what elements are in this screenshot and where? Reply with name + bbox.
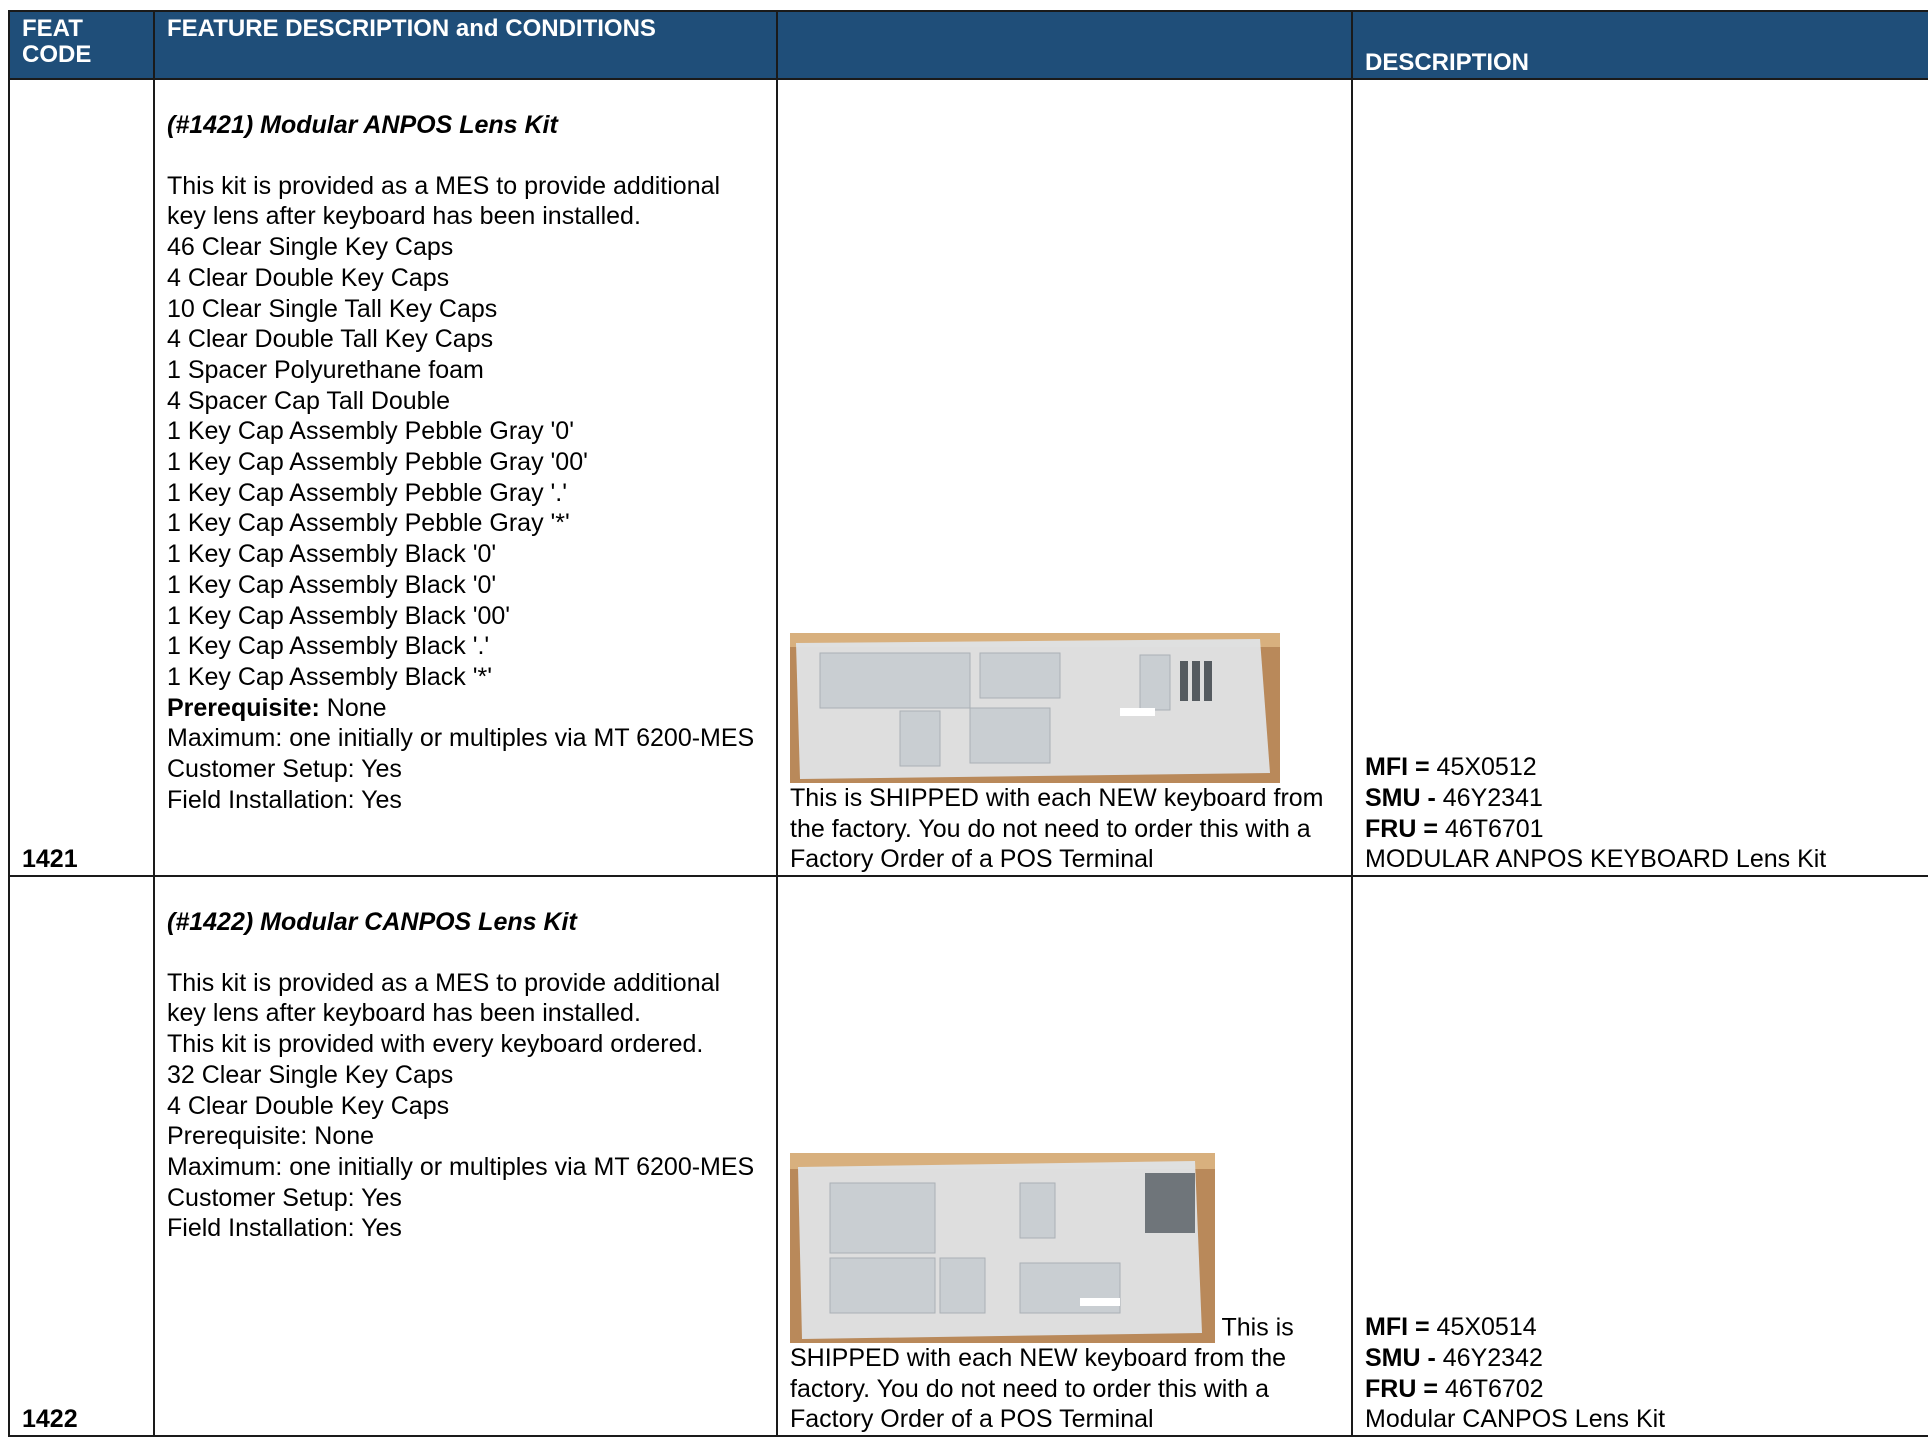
kit-item: 1 Key Cap Assembly Black '00' (167, 601, 511, 630)
mfi-label: MFI = (1365, 753, 1430, 782)
kit-item: 1 Key Cap Assembly Pebble Gray '0' (167, 417, 574, 446)
customer-setup: Customer Setup: Yes (167, 1183, 402, 1212)
table-row (9, 79, 1928, 876)
kit-item: 1 Key Cap Assembly Pebble Gray '*' (167, 509, 570, 538)
image-caption: This is SHIPPED with each NEW keyboard from the factory. You do not need to order this with a Factory Order of a POS Terminal (790, 783, 1324, 874)
prerequisite-value: None (319, 693, 387, 722)
kit-item: 4 Spacer Cap Tall Double (167, 386, 451, 415)
kit-item: This kit is provided with every keyboard ordered. (167, 1030, 704, 1059)
smu-part (1365, 783, 1928, 814)
header-feat-code-line2: CODE (22, 41, 92, 68)
fru-part (1365, 1374, 1928, 1405)
part-description-cell (1352, 876, 1928, 1436)
header-feat-code-line1: FEAT (22, 15, 83, 42)
header-feat-code (9, 11, 154, 79)
fru-value: 46T6701 (1437, 814, 1544, 843)
feature-intro: This kit is provided as a MES to provide additional key lens after keyboard has been installed. (167, 171, 721, 231)
image-cell (777, 79, 1352, 876)
table-header-row (9, 11, 1928, 79)
lens-kit-photo (790, 633, 1280, 783)
kit-item: 1 Key Cap Assembly Black '0' (167, 570, 497, 599)
field-installation: Field Installation: Yes (167, 785, 402, 814)
feature-title: (#1421) Modular ANPOS Lens Kit (167, 111, 558, 139)
prerequisite (167, 693, 764, 724)
feat-code: 1422 (22, 1405, 78, 1434)
table-row (9, 876, 1928, 1436)
smu-value: 46Y2341 (1435, 783, 1543, 812)
feature-description-cell (154, 876, 777, 1436)
kit-item: 46 Clear Single Key Caps (167, 233, 454, 262)
header-feature-description: FEATURE DESCRIPTION and CONDITIONS (154, 11, 777, 79)
kit-item: 10 Clear Single Tall Key Caps (167, 294, 498, 323)
kit-item: Prerequisite: None (167, 1122, 375, 1151)
part-name: Modular CANPOS Lens Kit (1365, 1405, 1666, 1434)
smu-value: 46Y2342 (1435, 1343, 1543, 1372)
smu-label: SMU - (1365, 783, 1436, 812)
header-image-column (777, 11, 1352, 79)
kit-item: 1 Key Cap Assembly Black '.' (167, 632, 490, 661)
mfi-value: 45X0514 (1429, 1313, 1537, 1342)
smu-label: SMU - (1365, 1343, 1436, 1372)
mfi-part (1365, 1312, 1928, 1343)
field-installation: Field Installation: Yes (167, 1214, 402, 1243)
maximum: Maximum: one initially or multiples via MT 6200-MES (167, 1152, 755, 1181)
fru-label: FRU = (1365, 814, 1438, 843)
part-name: MODULAR ANPOS KEYBOARD Lens Kit (1365, 845, 1827, 874)
kit-item: 1 Key Cap Assembly Pebble Gray '.' (167, 478, 568, 507)
feature-description-cell (154, 79, 777, 876)
fru-value: 46T6702 (1437, 1374, 1544, 1403)
image-caption: SHIPPED with each NEW keyboard from the factory. You do not need to order this with a Factory Order of a POS Terminal (790, 1343, 1287, 1434)
feature-intro: This kit is provided as a MES to provide additional key lens after keyboard has been installed. (167, 968, 721, 1028)
prerequisite-label: Prerequisite: (167, 693, 320, 722)
header-description: DESCRIPTION (1352, 11, 1928, 79)
kit-item: 1 Key Cap Assembly Black '*' (167, 662, 492, 691)
fru-label: FRU = (1365, 1374, 1438, 1403)
kit-item: 1 Key Cap Assembly Pebble Gray '00' (167, 448, 588, 477)
lens-kit-photo (790, 1153, 1215, 1343)
mfi-value: 45X0512 (1429, 753, 1537, 782)
feat-code-cell (9, 79, 154, 876)
feature-title: (#1422) Modular CANPOS Lens Kit (167, 908, 577, 936)
part-description-cell (1352, 79, 1928, 876)
feature-table (8, 10, 1928, 1437)
image-with-caption (790, 1153, 1339, 1343)
kit-item: 1 Spacer Polyurethane foam (167, 355, 484, 384)
image-caption-start: This is (1221, 1313, 1294, 1342)
kit-item: 32 Clear Single Key Caps (167, 1060, 454, 1089)
kit-item: 4 Clear Double Key Caps (167, 263, 450, 292)
kit-item: 4 Clear Double Tall Key Caps (167, 325, 494, 354)
maximum: Maximum: one initially or multiples via MT 6200-MES (167, 724, 755, 753)
image-cell (777, 876, 1352, 1436)
kit-item: 4 Clear Double Key Caps (167, 1091, 450, 1120)
feat-code: 1421 (22, 845, 78, 874)
kit-item: 1 Key Cap Assembly Black '0' (167, 540, 497, 569)
mfi-label: MFI = (1365, 1313, 1430, 1342)
mfi-part (1365, 752, 1928, 783)
fru-part (1365, 814, 1928, 845)
smu-part (1365, 1343, 1928, 1374)
feat-code-cell (9, 876, 154, 1436)
feature-table-page (8, 10, 1928, 1434)
customer-setup: Customer Setup: Yes (167, 755, 402, 784)
